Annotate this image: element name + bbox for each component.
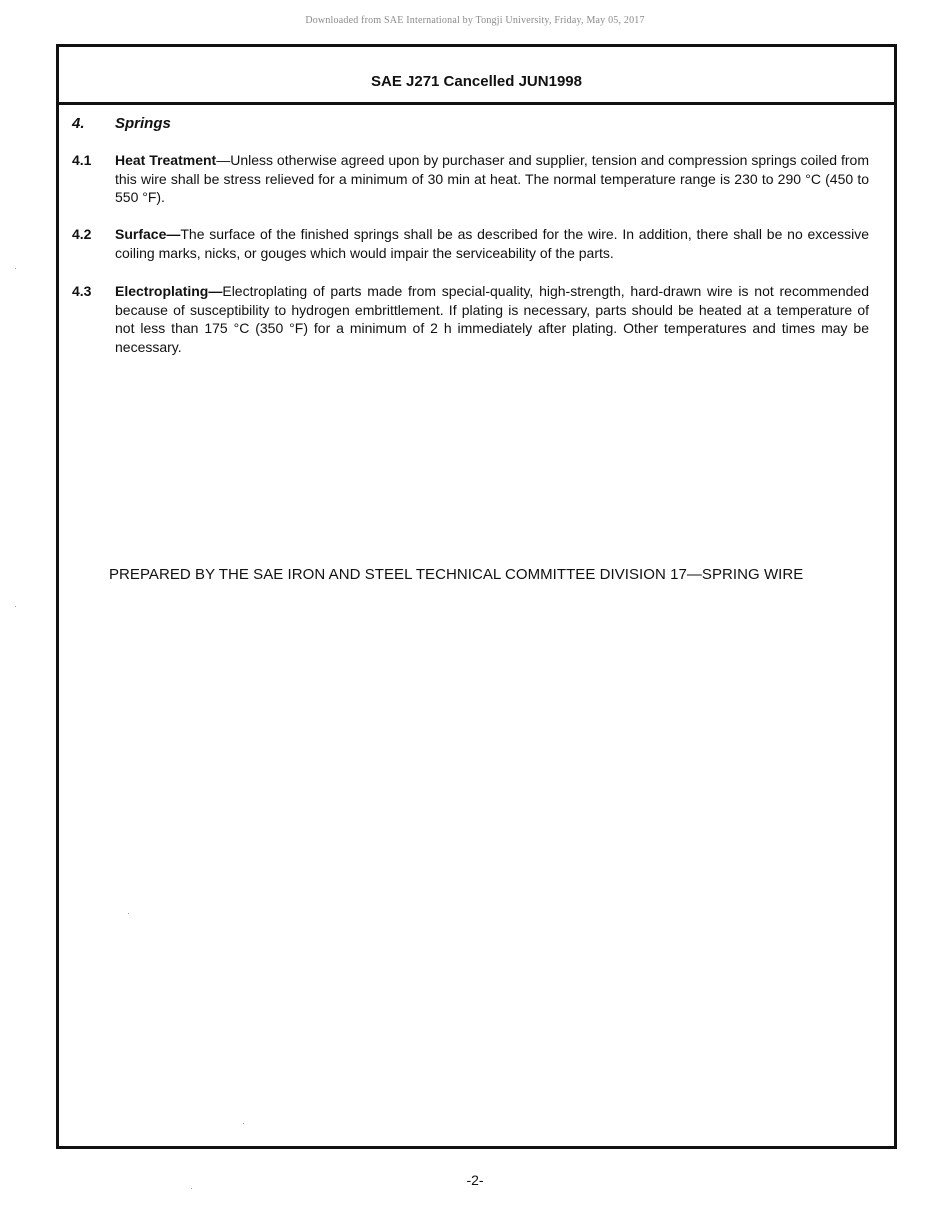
section-title: Springs <box>115 115 171 132</box>
section-number: 4. <box>72 115 85 132</box>
paragraph-body <box>115 151 869 207</box>
scan-speck <box>191 1188 192 1189</box>
paragraph-text: Electroplating of parts made from special-quality, high-strength, hard-drawn wire is not recommended because of susceptibility to hydrogen embrittlement. If plating is necessary, parts should be heated at a temperature of not less than 175 °C (350 °F) for a minimum of 2 h immediately after plating. Other temperatures and times may be necessary. <box>115 283 869 355</box>
paragraph-number: 4.1 <box>72 152 92 168</box>
header-band <box>59 47 894 105</box>
paragraph-title: Heat Treatment <box>115 152 217 168</box>
paragraph-4-2 <box>72 225 869 262</box>
document-title: SAE J271 Cancelled JUN1998 <box>371 73 582 90</box>
paragraph-text: The surface of the finished springs shall be as described for the wire. In addition, there shall be no excessive coiling marks, nicks, or gouges which would impair the serviceability of the parts. <box>115 226 869 261</box>
download-watermark: Downloaded from SAE International by Tongji University, Friday, May 05, 2017 <box>305 15 645 26</box>
paragraph-title: Surface— <box>115 226 181 242</box>
prepared-by-statement: PREPARED BY THE SAE IRON AND STEEL TECHNICAL COMMITTEE DIVISION 17—SPRING WIRE <box>109 566 804 583</box>
paragraph-number: 4.3 <box>72 283 92 299</box>
scan-speck <box>15 268 16 269</box>
scan-speck <box>128 913 129 914</box>
paragraph-4-3 <box>72 282 869 356</box>
scan-speck <box>15 606 16 607</box>
page-number: -2- <box>466 1172 484 1188</box>
paragraph-body <box>115 225 869 262</box>
page-frame <box>56 44 897 1149</box>
paragraph-title: Electroplating— <box>115 283 223 299</box>
paragraph-4-1 <box>72 151 869 207</box>
paragraph-text: —Unless otherwise agreed upon by purchaser and supplier, tension and compression springs coiled from this wire shall be stress relieved for a minimum of 30 min at heat. The normal temperature range is 230 to 290 °C (450 to 550 °F). <box>115 152 869 205</box>
paragraph-body <box>115 282 869 356</box>
paragraph-number: 4.2 <box>72 226 92 242</box>
section-heading <box>72 115 171 132</box>
scan-speck <box>243 1123 244 1124</box>
